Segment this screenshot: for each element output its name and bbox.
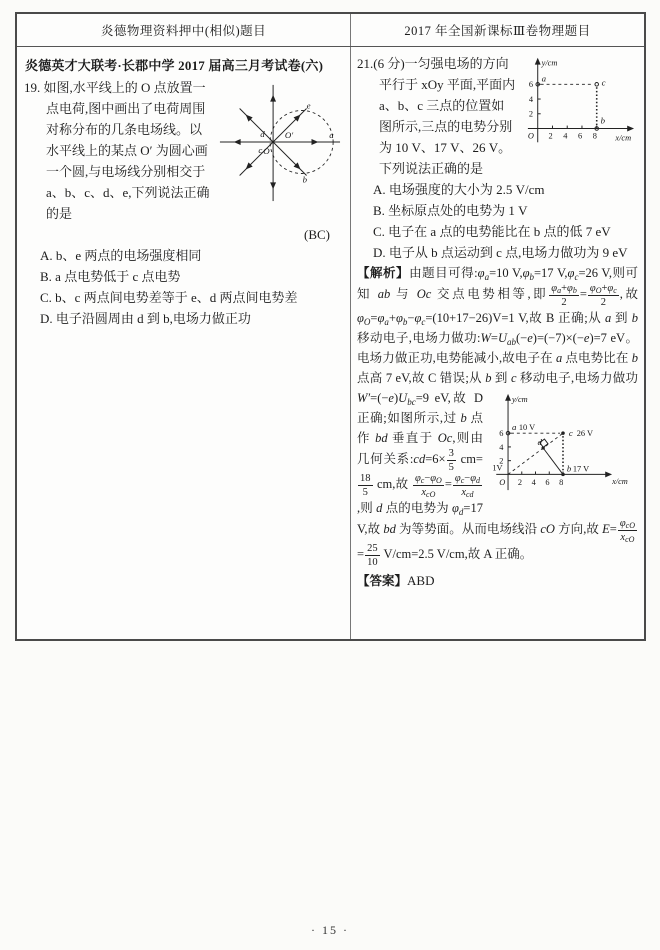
svg-text:10 V: 10 V [518, 423, 536, 433]
header-left-title: 炎德物理资料押中(相似)题目 [100, 24, 267, 38]
svg-text:a: a [329, 130, 334, 141]
svg-text:6: 6 [545, 478, 550, 488]
analysis-text-part2: 功 $W'=(-e)U_{bc}=9$ eV,故 D 正确;如图所示,过 b 点作 bd 垂直于 Oc,则由几何关系:cd=6× $\frac{3}{5}$ cm= $\frac{18}{5}$ cm,故 $\frac{\varphi_c-\varphi_O}{x_{cO}}$ = $\frac{\varphi_c-\varphi_d}{x_{cd}}$ ,则 d 点的电势为 $\varphi_d=17$ V,故 bd 为等势面。从而电场线沿 cO 方向,故 E= $\frac{\varphi_{cO}}{x_{cO}}$ = $\frac{25}{10}$ V/cm=2.5 V/cm,故 A 正确。 [357, 371, 638, 569]
svg-text:4: 4 [528, 94, 534, 104]
left-column [17, 47, 350, 639]
svg-text:d: d [537, 436, 542, 447]
answer-line [357, 570, 638, 592]
svg-text:O: O [263, 145, 270, 156]
svg-text:6: 6 [578, 131, 583, 141]
abc-points-svg [522, 55, 638, 147]
svg-text:b: b [302, 174, 308, 185]
svg-text:y/cm: y/cm [541, 58, 558, 68]
solution-figure [488, 390, 638, 496]
analysis-label: 【解析】 [357, 266, 410, 280]
exam-title: 炎德英才大联考·长郡中学 2017 届高三月考试卷(六) [25, 58, 324, 73]
svg-text:2: 2 [499, 456, 504, 466]
question-19 [24, 77, 342, 329]
svg-text:1V: 1V [492, 463, 503, 473]
svg-text:8: 8 [559, 478, 564, 488]
svg-text:4: 4 [563, 131, 568, 141]
analysis-text-part1: 由题目可得$:\varphi_a=10$ $V,\varphi_b=17$ $V,\varphi_c=26$ V,则可知 ab 与 Oc 交点电势相等,即 $\frac{\varphi_a+\varphi_b}{2}$ = $\frac{\varphi_O+\varphi_c}{2}$ ,故 $\varphi_O=\varphi_a+\varphi_b-\varphi_c=(10+17-26)V=1$ V,故 B 正确;从 a 到 b 移动电子,电场力做功$:W=U_{ab}(-e)=(-7)\times(-e)=7$ eV。电场力做正功,电势能减小,故电子在 a 点电势比在 b 点高 7 eV,故 C 错误;从 b 到 c 移动电子,电场力做 [357, 266, 638, 386]
q21-option-a: A. 电场强度的大小为 2.5 V/cm [373, 182, 545, 197]
inline-answer-bc: (BC) [304, 227, 330, 242]
svg-text:2: 2 [528, 109, 534, 119]
svg-text:4: 4 [499, 442, 504, 452]
svg-text:6: 6 [499, 429, 504, 439]
question-21 [357, 53, 638, 263]
svg-text:c: c [258, 144, 263, 155]
abc-points-figure [522, 55, 638, 147]
q19-option-d: D. 电子沿圆周由 d 到 b,电场力做正功 [40, 311, 251, 326]
svg-text:a: a [541, 73, 547, 84]
page-number: · 15 · [311, 923, 349, 937]
svg-text:d: d [260, 129, 265, 140]
svg-text:x/cm: x/cm [615, 133, 632, 143]
svg-text:O: O [527, 131, 534, 141]
svg-text:b: b [566, 463, 572, 474]
question-19-stem [24, 77, 342, 224]
analysis-section [357, 263, 638, 592]
answer-value: ABD [407, 573, 435, 589]
question-21-text: 21.(6 分)一匀强电场的方向平行于 xOy 平面,平面内 a、b、c 三点的位置如图所示,三点的电势分别为 10 V、17 V、26 V。下列说法正确的是 [357, 56, 516, 176]
svg-text:6: 6 [528, 80, 534, 90]
right-column [350, 47, 644, 639]
answer-label: 【答案】 [357, 574, 408, 589]
q19-option-c: C. b、c 两点间电势差等于 e、d 两点间电势差 [40, 290, 298, 305]
q19-option-b: B. a 点电势低于 c 点电势 [40, 269, 181, 284]
svg-text:26 V: 26 V [576, 429, 594, 439]
question-21-stem [357, 53, 638, 179]
header-right-cell [350, 14, 644, 46]
svg-text:O′: O′ [284, 130, 294, 141]
svg-text:4: 4 [531, 478, 536, 488]
svg-text:a: a [511, 422, 517, 433]
svg-text:e: e [306, 100, 311, 111]
svg-text:8: 8 [592, 131, 597, 141]
field-lines-svg [216, 77, 342, 207]
question-19-text: 19. 如图,水平线上的 O 点放置一点电荷,图中画出了电荷周围对称分布的几条电场线。以水平线上的某点 O′ 为圆心画一个圆,与电场线分别相交于 a、b、c、d、e,下列说法正确的是 [24, 80, 210, 221]
svg-text:b: b [600, 115, 606, 126]
svg-text:c: c [601, 77, 606, 88]
analysis-paragraph [357, 263, 638, 568]
svg-text:y/cm: y/cm [511, 394, 528, 404]
q21-option-b: B. 坐标原点处的电势为 1 V [373, 203, 528, 218]
field-lines-figure [216, 77, 342, 207]
svg-text:x/cm: x/cm [612, 477, 628, 487]
table-header-row [17, 14, 644, 47]
svg-text:c: c [568, 428, 573, 439]
q21-option-c: C. 电子在 a 点的电势能比在 b 点的低 7 eV [373, 224, 611, 239]
table-body-row [17, 47, 644, 639]
svg-text:17 V: 17 V [572, 464, 590, 474]
comparison-table [15, 12, 646, 641]
solution-svg [488, 390, 638, 496]
header-left-cell [17, 14, 350, 46]
q19-option-a: A. b、e 两点的电场强度相同 [40, 248, 202, 263]
q21-option-d: D. 电子从 b 点运动到 c 点,电场力做功为 9 eV [373, 245, 628, 260]
svg-text:O: O [499, 478, 506, 488]
header-right-title: 2017 年全国新课标Ⅲ卷物理题目 [404, 24, 591, 38]
svg-text:2: 2 [517, 478, 523, 488]
svg-text:2: 2 [548, 131, 553, 141]
